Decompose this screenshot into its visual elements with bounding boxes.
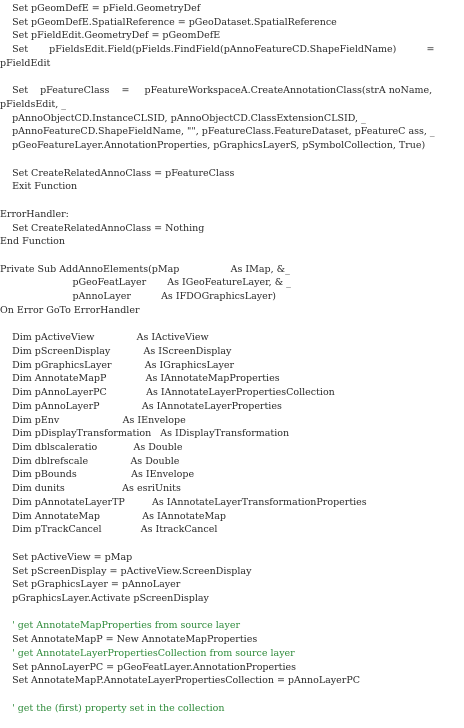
code-line: Private Sub AddAnnoElements(pMap As IMap, &_ (0, 263, 290, 275)
code-line: Dim dunits As esriUnits (0, 483, 181, 495)
code-line: pGraphicsLayer.Activate pScreenDisplay (0, 592, 209, 604)
code-line: Set pGeomDefE.SpatialReference = pGeoDataset.SpatialReference (0, 16, 337, 28)
code-line: Dim pScreenDisplay As IScreenDisplay (0, 346, 232, 357)
code-line: Dim dblscaleratio As Double (0, 442, 183, 454)
code-comment-line: ' get AnnotateLayerPropertiesCollection from source layer (0, 647, 295, 659)
code-line: pAnnoObjectCD.InstanceCLSID, pAnnoObjectCD.ClassExtensionCLSID, _ (0, 112, 366, 124)
code-line: Set CreateRelatedAnnoClass = pFeatureClass (0, 167, 235, 179)
code-line: pGeoFeatureLayer.AnnotationProperties, pGraphicsLayerS, pSymbolCollection, True) (0, 140, 426, 152)
code-line: End Function (0, 236, 65, 248)
code-line: Set pGeomDefE = pField.GeometryDef (0, 3, 201, 14)
code-line: Dim AnnotateMap As IAnnotateMap (0, 510, 226, 522)
code-line: Dim pEnv As IEnvelope (0, 414, 186, 426)
code-line: Dim pGraphicsLayer As IGraphicsLayer (0, 359, 235, 371)
code-line: pAnnoFeatureCD.ShapeFieldName, "", pFeatureClass.FeatureDataset, pFeatureC ass, _ (0, 126, 435, 138)
code-line: Set pFieldEdit.GeometryDef = pGeomDefE (0, 30, 221, 42)
code-line: pAnnoLayer As IFDOGraphicsLayer) (0, 291, 277, 303)
code-line: Dim dblrefscale As Double (0, 455, 180, 467)
code-comment-line: ' get the (first) property set in the collection (0, 702, 225, 714)
code-line: Set pFieldsEdit.Field(pFields.FindField(pAnnoFeatureCD.ShapeFieldName) = (0, 44, 435, 56)
code-line: Set AnnotateMapP = New AnnotateMapProperties (0, 634, 258, 646)
code-line: Dim pAnnoLayerPC As IAnnotateLayerPropertiesCollection (0, 387, 335, 399)
code-line: Set pAnnoLayerPC = pGeoFeatLayer.AnnotationProperties (0, 661, 297, 673)
code-line: Set CreateRelatedAnnoClass = Nothing (0, 222, 205, 234)
code-line: Dim pDisplayTransformation As IDisplayTransformation (0, 428, 290, 440)
code-line: Dim pTrackCancel As ItrackCancel (0, 524, 218, 536)
code-line: Set pGraphicsLayer = pAnnoLayer (0, 579, 181, 591)
code-line: Set pActiveView = pMap (0, 551, 133, 563)
code-line: Dim pBounds As IEnvelope (0, 469, 195, 481)
code-line: Dim AnnotateMapP As IAnnotateMapProperties (0, 373, 280, 385)
code-line: Set AnnotateMapP.AnnotateLayerPropertiesCollection = pAnnoLayerPC (0, 675, 360, 687)
code-line: Dim pActiveView As IActiveView (0, 332, 209, 344)
code-line: Dim pAnnoLayerP As IAnnotateLayerProperties (0, 400, 282, 412)
code-line: Exit Function (0, 181, 78, 193)
code-line: On Error GoTo ErrorHandler (0, 304, 140, 316)
code-line: Set pScreenDisplay = pActiveView.ScreenDisplay (0, 565, 252, 577)
code-line: Dim pAnnotateLayerTP As IAnnotateLayerTransformationProperties (0, 496, 367, 508)
code-comment-line: ' get AnnotateMapProperties from source layer (0, 620, 240, 632)
code-line: pFieldEdit (0, 57, 51, 69)
code-line: ErrorHandler: (0, 208, 69, 220)
code-line: pGeoFeatLayer As IGeoFeatureLayer, & _ (0, 277, 291, 289)
code-line: pFieldsEdit, _ (0, 99, 66, 111)
code-line: Set pFeatureClass = pFeatureWorkspaceA.CreateAnnotationClass(strA noName, (0, 85, 433, 97)
